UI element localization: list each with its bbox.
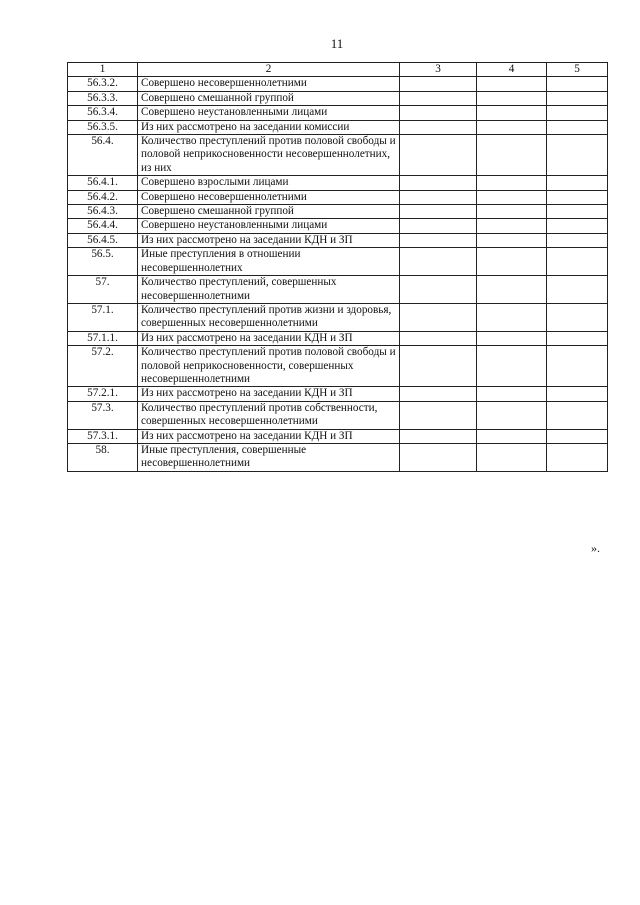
value-cell-col-5[interactable] bbox=[547, 135, 608, 176]
value-cell-col-4[interactable] bbox=[477, 387, 547, 401]
table-row bbox=[68, 176, 608, 190]
value-cell-col-3[interactable] bbox=[400, 135, 477, 176]
value-cell-col-3[interactable] bbox=[400, 233, 477, 247]
table-row bbox=[68, 205, 608, 219]
row-number: 57.3.1. bbox=[68, 429, 138, 443]
header-row bbox=[68, 63, 608, 77]
row-description: Совершено взрослыми лицами bbox=[138, 176, 400, 190]
row-description: Совершено несовершеннолетними bbox=[138, 77, 400, 91]
table-row bbox=[68, 190, 608, 204]
table-row bbox=[68, 91, 608, 105]
value-cell-col-4[interactable] bbox=[477, 429, 547, 443]
row-number: 56.3.2. bbox=[68, 77, 138, 91]
value-cell-col-3[interactable] bbox=[400, 120, 477, 134]
row-description: Совершено неустановленными лицами bbox=[138, 219, 400, 233]
row-description: Из них рассмотрено на заседании КДН и ЗП bbox=[138, 331, 400, 345]
value-cell-col-5[interactable] bbox=[547, 401, 608, 429]
table-row bbox=[68, 77, 608, 91]
row-number: 57. bbox=[68, 276, 138, 304]
value-cell-col-4[interactable] bbox=[477, 77, 547, 91]
value-cell-col-4[interactable] bbox=[477, 443, 547, 471]
value-cell-col-5[interactable] bbox=[547, 91, 608, 105]
value-cell-col-4[interactable] bbox=[477, 135, 547, 176]
row-number: 57.2. bbox=[68, 346, 138, 387]
row-description: Количество преступлений против собственности, совершенных несовершеннолетними bbox=[138, 401, 400, 429]
value-cell-col-3[interactable] bbox=[400, 219, 477, 233]
row-description: Из них рассмотрено на заседании комиссии bbox=[138, 120, 400, 134]
column-header-1: 1 bbox=[68, 63, 138, 77]
table-row bbox=[68, 387, 608, 401]
value-cell-col-4[interactable] bbox=[477, 205, 547, 219]
table-row bbox=[68, 331, 608, 345]
value-cell-col-4[interactable] bbox=[477, 176, 547, 190]
value-cell-col-5[interactable] bbox=[547, 106, 608, 120]
value-cell-col-3[interactable] bbox=[400, 331, 477, 345]
table-row bbox=[68, 429, 608, 443]
value-cell-col-3[interactable] bbox=[400, 248, 477, 276]
value-cell-col-4[interactable] bbox=[477, 91, 547, 105]
row-description: Совершено смешанной группой bbox=[138, 205, 400, 219]
value-cell-col-5[interactable] bbox=[547, 77, 608, 91]
table-row bbox=[68, 233, 608, 247]
value-cell-col-3[interactable] bbox=[400, 176, 477, 190]
value-cell-col-4[interactable] bbox=[477, 120, 547, 134]
row-description: Из них рассмотрено на заседании КДН и ЗП bbox=[138, 387, 400, 401]
row-description: Совершено неустановленными лицами bbox=[138, 106, 400, 120]
value-cell-col-3[interactable] bbox=[400, 77, 477, 91]
value-cell-col-5[interactable] bbox=[547, 219, 608, 233]
table-row bbox=[68, 303, 608, 331]
value-cell-col-3[interactable] bbox=[400, 205, 477, 219]
value-cell-col-3[interactable] bbox=[400, 190, 477, 204]
row-number: 56.4.4. bbox=[68, 219, 138, 233]
column-header-4: 4 bbox=[477, 63, 547, 77]
closing-quote-mark: ». bbox=[591, 541, 600, 555]
row-number: 56.4.5. bbox=[68, 233, 138, 247]
page-number: 11 bbox=[330, 36, 344, 51]
row-number: 57.1. bbox=[68, 303, 138, 331]
row-number: 57.2.1. bbox=[68, 387, 138, 401]
column-header-2: 2 bbox=[138, 63, 400, 77]
value-cell-col-5[interactable] bbox=[547, 233, 608, 247]
value-cell-col-5[interactable] bbox=[547, 303, 608, 331]
column-header-5: 5 bbox=[547, 63, 608, 77]
value-cell-col-3[interactable] bbox=[400, 276, 477, 304]
value-cell-col-5[interactable] bbox=[547, 248, 608, 276]
value-cell-col-5[interactable] bbox=[547, 276, 608, 304]
value-cell-col-3[interactable] bbox=[400, 346, 477, 387]
value-cell-col-4[interactable] bbox=[477, 276, 547, 304]
row-number: 56.3.3. bbox=[68, 91, 138, 105]
value-cell-col-4[interactable] bbox=[477, 190, 547, 204]
table-row bbox=[68, 106, 608, 120]
table-row bbox=[68, 401, 608, 429]
value-cell-col-4[interactable] bbox=[477, 303, 547, 331]
value-cell-col-5[interactable] bbox=[547, 120, 608, 134]
row-number: 57.3. bbox=[68, 401, 138, 429]
value-cell-col-5[interactable] bbox=[547, 429, 608, 443]
row-description: Количество преступлений против половой свободы и половой неприкосновенности несовершеннолетних, из них bbox=[138, 135, 400, 176]
value-cell-col-3[interactable] bbox=[400, 387, 477, 401]
row-description: Из них рассмотрено на заседании КДН и ЗП bbox=[138, 429, 400, 443]
table-row bbox=[68, 248, 608, 276]
value-cell-col-3[interactable] bbox=[400, 303, 477, 331]
value-cell-col-3[interactable] bbox=[400, 106, 477, 120]
row-number: 56.3.5. bbox=[68, 120, 138, 134]
value-cell-col-4[interactable] bbox=[477, 233, 547, 247]
row-number: 56.3.4. bbox=[68, 106, 138, 120]
row-description: Количество преступлений против половой свободы и половой неприкосновенности, совершенных несовершеннолетними bbox=[138, 346, 400, 387]
row-description: Количество преступлений против жизни и здоровья, совершенных несовершеннолетними bbox=[138, 303, 400, 331]
table-row bbox=[68, 219, 608, 233]
value-cell-col-4[interactable] bbox=[477, 248, 547, 276]
row-description: Иные преступления в отношении несовершеннолетних bbox=[138, 248, 400, 276]
row-description: Совершено смешанной группой bbox=[138, 91, 400, 105]
table-row bbox=[68, 276, 608, 304]
row-description: Количество преступлений, совершенных несовершеннолетними bbox=[138, 276, 400, 304]
value-cell-col-3[interactable] bbox=[400, 443, 477, 471]
row-description: Из них рассмотрено на заседании КДН и ЗП bbox=[138, 233, 400, 247]
report-table bbox=[67, 62, 608, 472]
row-number: 56.4.3. bbox=[68, 205, 138, 219]
value-cell-col-5[interactable] bbox=[547, 346, 608, 387]
value-cell-col-3[interactable] bbox=[400, 91, 477, 105]
row-number: 56.4.1. bbox=[68, 176, 138, 190]
value-cell-col-4[interactable] bbox=[477, 346, 547, 387]
value-cell-col-4[interactable] bbox=[477, 331, 547, 345]
table-row bbox=[68, 346, 608, 387]
value-cell-col-5[interactable] bbox=[547, 387, 608, 401]
row-number: 57.1.1. bbox=[68, 331, 138, 345]
value-cell-col-3[interactable] bbox=[400, 429, 477, 443]
value-cell-col-4[interactable] bbox=[477, 219, 547, 233]
value-cell-col-4[interactable] bbox=[477, 401, 547, 429]
column-header-3: 3 bbox=[400, 63, 477, 77]
row-description: Совершено несовершеннолетними bbox=[138, 190, 400, 204]
table-row bbox=[68, 443, 608, 471]
row-number: 56.4. bbox=[68, 135, 138, 176]
value-cell-col-5[interactable] bbox=[547, 443, 608, 471]
value-cell-col-5[interactable] bbox=[547, 176, 608, 190]
row-number: 56.5. bbox=[68, 248, 138, 276]
row-number: 58. bbox=[68, 443, 138, 471]
value-cell-col-3[interactable] bbox=[400, 401, 477, 429]
table-row bbox=[68, 120, 608, 134]
value-cell-col-4[interactable] bbox=[477, 106, 547, 120]
row-description: Иные преступления, совершенные несовершеннолетними bbox=[138, 443, 400, 471]
value-cell-col-5[interactable] bbox=[547, 190, 608, 204]
value-cell-col-5[interactable] bbox=[547, 205, 608, 219]
value-cell-col-5[interactable] bbox=[547, 331, 608, 345]
table-row bbox=[68, 135, 608, 176]
row-number: 56.4.2. bbox=[68, 190, 138, 204]
